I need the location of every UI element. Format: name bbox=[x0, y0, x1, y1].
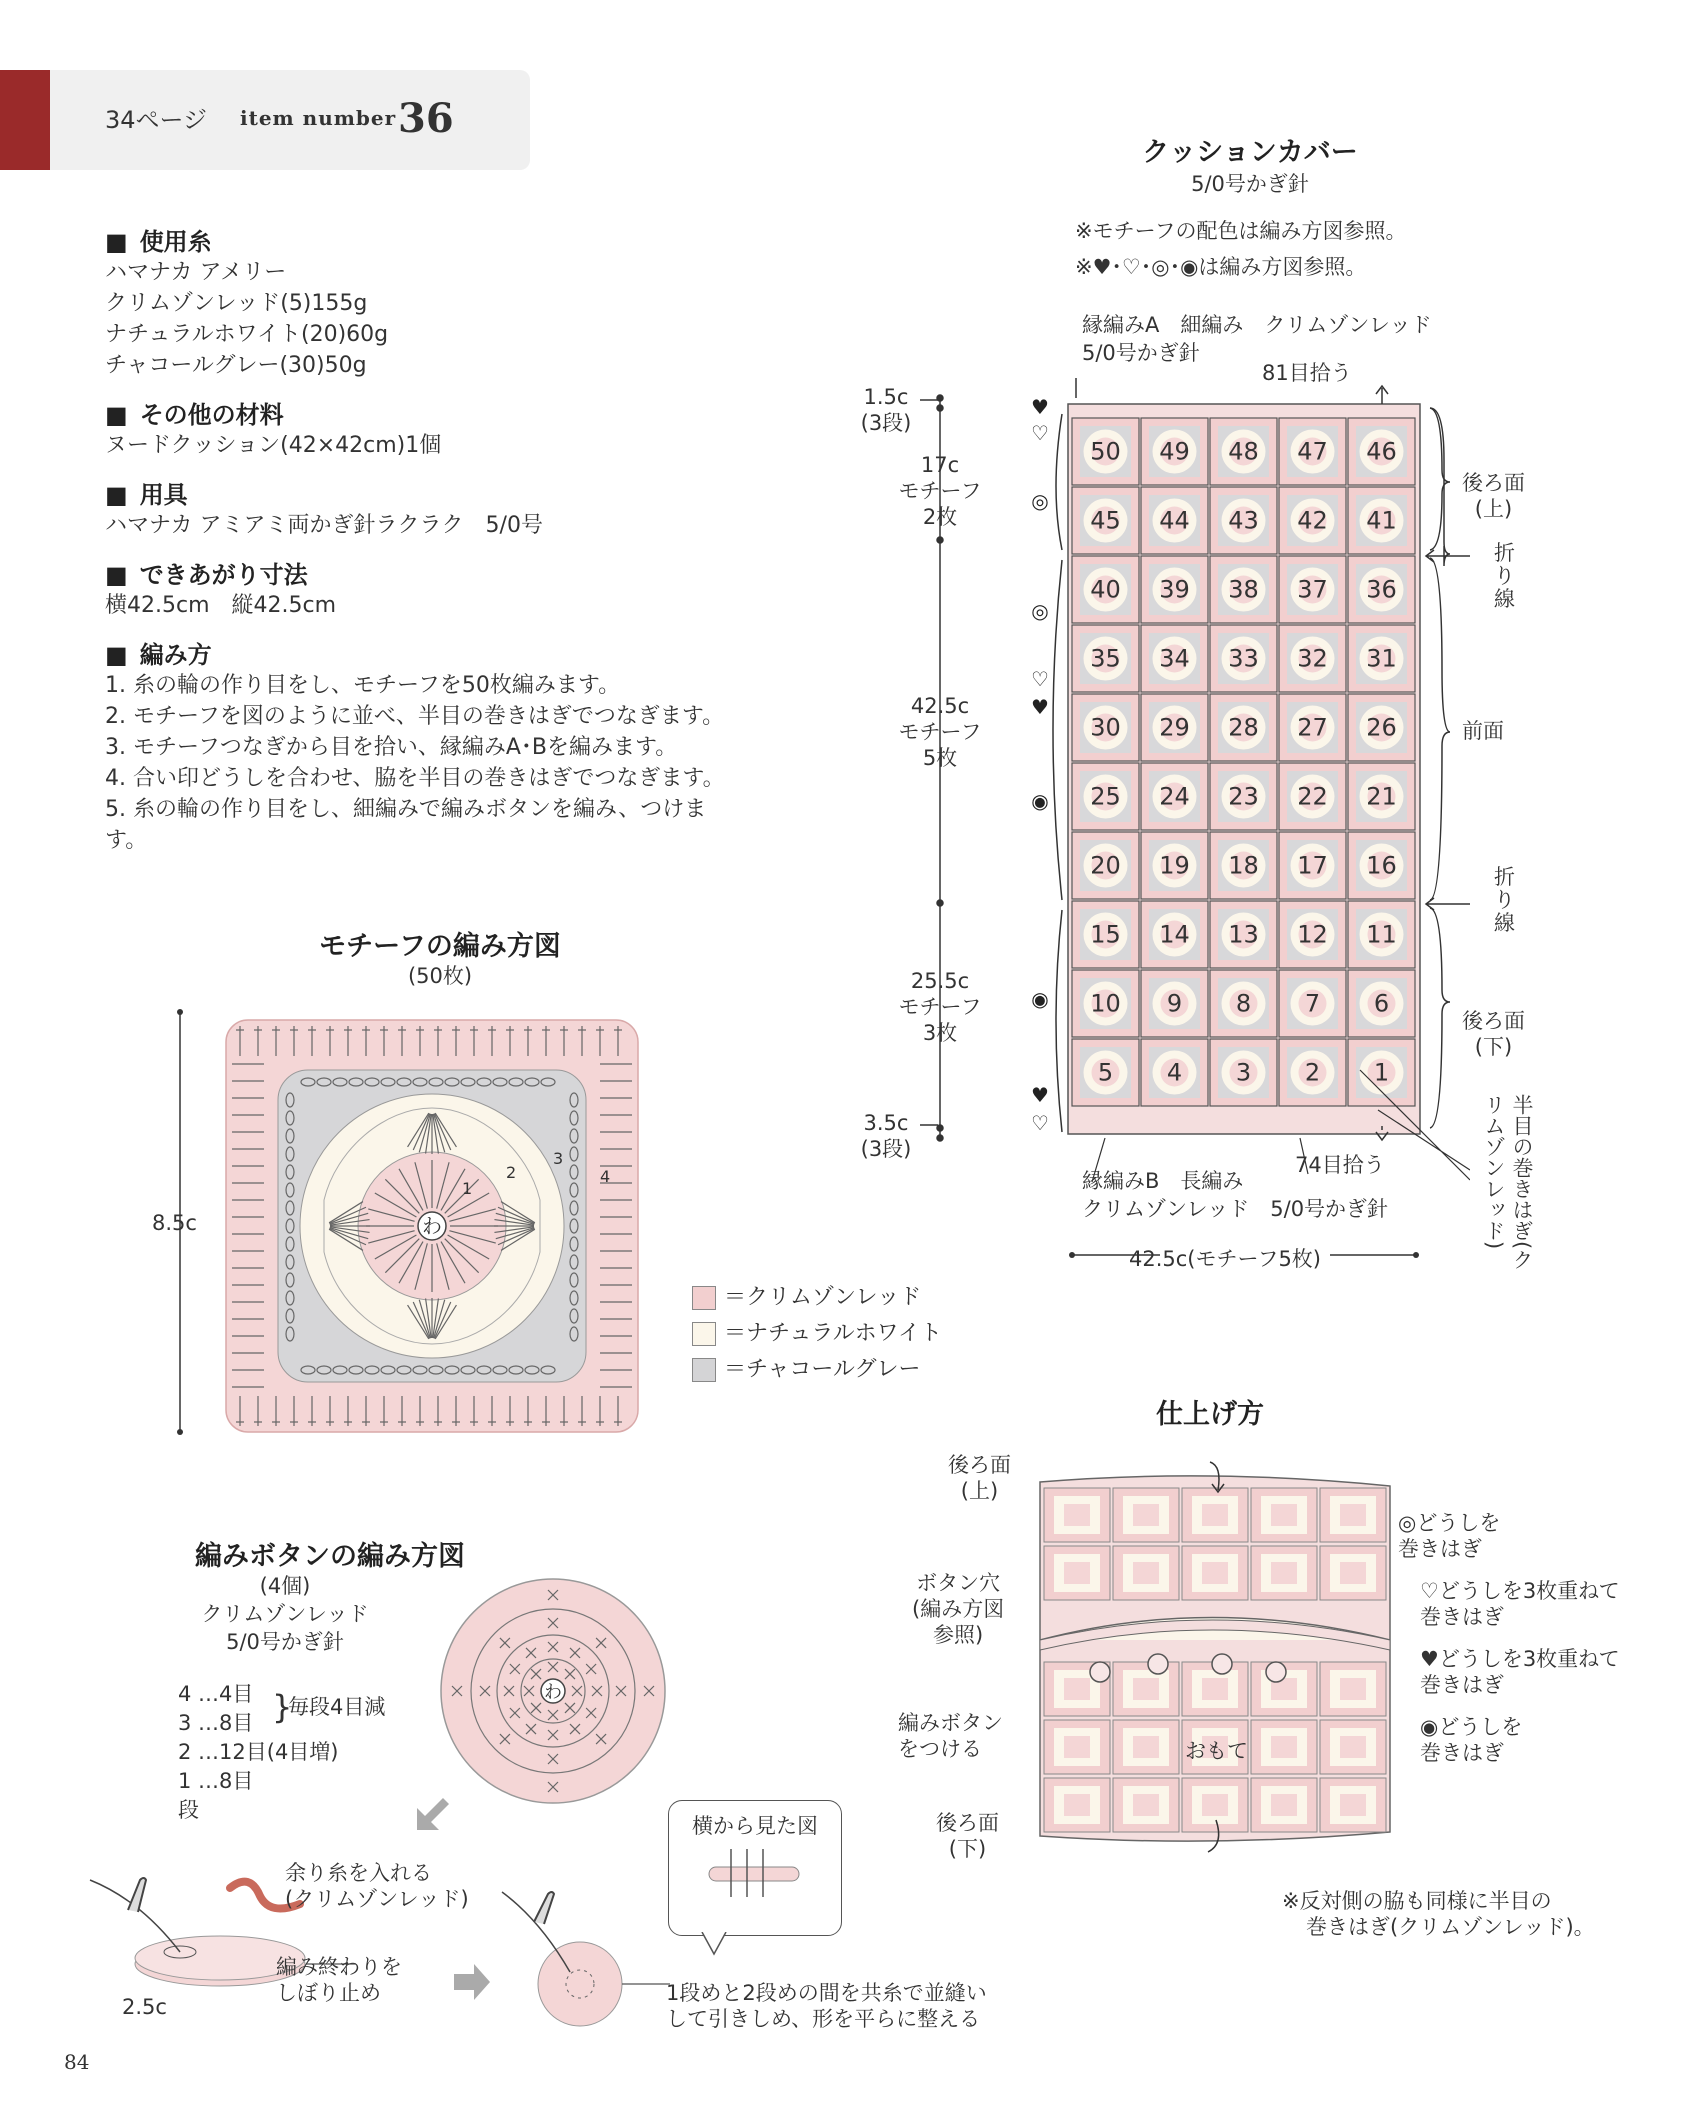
seam-mark-icon: ◎ bbox=[1031, 599, 1049, 623]
motif-number: 5 bbox=[1097, 1058, 1114, 1087]
motif-number: 22 bbox=[1297, 782, 1328, 811]
button-color: クリムゾンレッド bbox=[201, 1602, 369, 1626]
motif-cell bbox=[1141, 763, 1208, 830]
motif-number: 37 bbox=[1297, 575, 1328, 604]
motif-cell bbox=[1210, 1039, 1277, 1106]
yarn-line: クリムゾンレッド(5)155g bbox=[105, 291, 368, 316]
motif-number: 24 bbox=[1159, 782, 1190, 811]
motif-cell bbox=[1210, 625, 1277, 692]
cushion-title: クッションカバー bbox=[1142, 137, 1358, 168]
finish-note-text: ※反対側の脇も同様に半目の bbox=[1282, 1889, 1552, 1913]
edge-b-sub: クリムゾンレッド 5/0号かぎ針 bbox=[1082, 1197, 1389, 1221]
back-bottom-label bbox=[1462, 1008, 1525, 1060]
dim-17-motif: モチーフ bbox=[898, 479, 982, 503]
seam-note bbox=[1398, 1510, 1500, 1562]
motif-number: 16 bbox=[1366, 851, 1397, 880]
dim-17-value: 17c bbox=[920, 453, 960, 477]
motif-cell bbox=[1210, 832, 1277, 899]
motif-cell bbox=[1279, 901, 1346, 968]
dim-25-count: 3枚 bbox=[922, 1021, 958, 1045]
size-heading: ■ できあがり寸法 bbox=[105, 555, 745, 590]
tools-line: ハマナカ アミアミ両かぎ針ラクラク 5/0号 bbox=[105, 513, 543, 538]
motif-cell bbox=[1279, 418, 1346, 485]
motif-cell bbox=[1279, 625, 1346, 692]
motif-number: 4 bbox=[1166, 1058, 1183, 1087]
motif-number: 27 bbox=[1297, 713, 1328, 742]
cushion-note-color: ※モチーフの配色は編み方図参照。 bbox=[1075, 219, 1407, 243]
motif-number: 42 bbox=[1297, 506, 1328, 535]
motif-number: 38 bbox=[1228, 575, 1259, 604]
motif-cell bbox=[1348, 418, 1415, 485]
dim-top bbox=[856, 384, 916, 436]
button-row: 段 bbox=[178, 1798, 199, 1822]
motif-number: 23 bbox=[1228, 782, 1259, 811]
button-title: 編みボタンの編み方図 bbox=[195, 1541, 465, 1572]
gather-text: 編み終わりを bbox=[276, 1955, 402, 1979]
motif-cell bbox=[1072, 763, 1139, 830]
buttonhole-text: ボタン穴 bbox=[916, 1571, 1001, 1595]
edge-a-hook: 5/0号かぎ針 bbox=[1082, 341, 1200, 365]
motif-cell bbox=[1141, 832, 1208, 899]
page-number: 84 bbox=[64, 2050, 90, 2074]
right-arrow-icon bbox=[450, 1960, 494, 2004]
seam-note-text: ◎どうしを bbox=[1398, 1511, 1501, 1535]
motif-number: 43 bbox=[1228, 506, 1259, 535]
seam-note-sub: 巻きはぎ bbox=[1420, 1605, 1504, 1629]
seam-note-text: ♡どうしを3枚重ねて bbox=[1420, 1579, 1620, 1603]
color-legend bbox=[692, 1280, 942, 1388]
side-view-title: 横から見た図 bbox=[692, 1814, 818, 1838]
callout-pointer bbox=[700, 1932, 730, 1962]
yarn-heading: ■ 使用糸 bbox=[105, 222, 745, 257]
other-line: ヌードクッション(42×42cm)1個 bbox=[105, 433, 442, 458]
round-number: 4 bbox=[600, 1167, 611, 1186]
motif-cell bbox=[1072, 625, 1139, 692]
buttonhole-label bbox=[912, 1570, 1004, 1648]
button-row: 2 …12目(4目増) bbox=[178, 1740, 339, 1764]
motif-number: 1 bbox=[1373, 1058, 1390, 1087]
motif-cell bbox=[1348, 625, 1415, 692]
motif-size-label: 8.5c bbox=[152, 1211, 197, 1235]
motif-cell bbox=[1348, 1039, 1415, 1106]
other-heading: ■ その他の材料 bbox=[105, 395, 745, 430]
seam-note-sub: 巻きはぎ bbox=[1420, 1673, 1504, 1697]
motif-number: 47 bbox=[1297, 437, 1328, 466]
legend-swatch bbox=[692, 1322, 716, 1346]
dim-17 bbox=[880, 452, 1000, 530]
button-count: (4個) bbox=[259, 1574, 311, 1598]
finish-back-bottom bbox=[936, 1810, 999, 1862]
finish-back-bottom-sub: (下) bbox=[948, 1837, 987, 1861]
pick-bottom-label: 74目拾う bbox=[1295, 1153, 1385, 1177]
motif-number: 41 bbox=[1366, 506, 1397, 535]
motif-cell bbox=[1210, 418, 1277, 485]
legend-item bbox=[692, 1352, 942, 1388]
motif-number: 12 bbox=[1297, 920, 1328, 949]
front-side-label: おもて bbox=[1185, 1739, 1248, 1763]
motif-number: 49 bbox=[1159, 437, 1190, 466]
dim-25 bbox=[880, 968, 1000, 1046]
motif-cell bbox=[1279, 763, 1346, 830]
motif-cell bbox=[1141, 970, 1208, 1037]
motif-cell bbox=[1210, 487, 1277, 554]
motif-chart bbox=[160, 1000, 650, 1450]
button-center-ring: わ bbox=[544, 1682, 562, 1703]
side-view-box bbox=[668, 1800, 842, 1936]
seam-note-text: ♥どうしを3枚重ねて bbox=[1420, 1647, 1620, 1671]
side-seam-label: 半目の巻きはぎ(クリムゾンレッド) bbox=[1482, 1094, 1534, 1271]
seam-mark-icon: ◎ bbox=[1031, 489, 1049, 513]
motif-cell bbox=[1348, 694, 1415, 761]
dim-top-value: 1.5c bbox=[863, 385, 909, 409]
legend-item bbox=[692, 1316, 942, 1352]
motif-cell bbox=[1210, 901, 1277, 968]
front-label: 前面 bbox=[1462, 719, 1504, 743]
motif-center-ring: わ bbox=[422, 1214, 442, 1238]
motif-cell bbox=[1141, 418, 1208, 485]
legend-label: ＝ナチュラルホワイト bbox=[724, 1321, 943, 1346]
seam-note-sub: 巻きはぎ bbox=[1398, 1537, 1482, 1561]
dim-42 bbox=[880, 693, 1000, 771]
finish-back-bottom-text: 後ろ面 bbox=[936, 1811, 999, 1835]
dim-42-value: 42.5c bbox=[910, 694, 970, 718]
back-top-sub: (上) bbox=[1474, 497, 1513, 521]
seam-mark-icon: ♥ bbox=[1031, 395, 1049, 419]
seam-note bbox=[1420, 1714, 1522, 1766]
seam-mark-icon: ♥ bbox=[1031, 1083, 1049, 1107]
tools-heading: ■ 用具 bbox=[105, 475, 745, 510]
leftover-yarn-sub: (クリムゾンレッド) bbox=[285, 1887, 469, 1911]
motif-number: 3 bbox=[1235, 1058, 1252, 1087]
motif-cell bbox=[1210, 694, 1277, 761]
motif-cell bbox=[1348, 970, 1415, 1037]
back-bottom-sub: (下) bbox=[1474, 1035, 1513, 1059]
legend-label: ＝チャコールグレー bbox=[724, 1357, 921, 1382]
round-number: 2 bbox=[506, 1163, 517, 1182]
finish-note-sub: 巻きはぎ(クリムゾンレッド)。 bbox=[1306, 1915, 1595, 1939]
motif-number: 46 bbox=[1366, 437, 1397, 466]
button-diameter: 2.5c bbox=[122, 1995, 167, 2019]
method-step: 2. モチーフを図のように並べ、半目の巻きはぎでつなぎます。 bbox=[105, 704, 725, 729]
item-label: item number bbox=[240, 106, 397, 130]
button-hook: 5/0号かぎ針 bbox=[226, 1630, 344, 1654]
motif-number: 8 bbox=[1235, 989, 1252, 1018]
seam-mark-icon: ♡ bbox=[1031, 667, 1049, 691]
motif-number: 21 bbox=[1366, 782, 1397, 811]
motif-number: 35 bbox=[1090, 644, 1121, 673]
round-number: 3 bbox=[553, 1149, 564, 1168]
motif-cell bbox=[1348, 763, 1415, 830]
seam-note-text: ◉どうしを bbox=[1420, 1715, 1523, 1739]
motif-number: 7 bbox=[1304, 989, 1321, 1018]
motif-number: 45 bbox=[1090, 506, 1121, 535]
seam-mark-icon: ◉ bbox=[1031, 987, 1049, 1011]
item-number: 36 bbox=[398, 95, 454, 142]
motif-number: 18 bbox=[1228, 851, 1259, 880]
legend-label: ＝クリムゾンレッド bbox=[724, 1285, 922, 1310]
size-line: 横42.5cm 縦42.5cm bbox=[105, 593, 337, 618]
brace-icon: } bbox=[272, 1688, 293, 1726]
final-step-label bbox=[666, 1980, 987, 2032]
motif-number: 13 bbox=[1228, 920, 1259, 949]
motif-number: 33 bbox=[1228, 644, 1259, 673]
motif-title: モチーフの編み方図 bbox=[319, 931, 561, 962]
seam-mark-icon: ♥ bbox=[1031, 695, 1049, 719]
attach-button-label bbox=[898, 1710, 1003, 1762]
yarn-line: ナチュラルホワイト(20)60g bbox=[105, 322, 389, 347]
motif-cell bbox=[1141, 625, 1208, 692]
motif-number: 32 bbox=[1297, 644, 1328, 673]
finish-back-top bbox=[948, 1452, 1011, 1504]
dim-42-motif: モチーフ bbox=[898, 720, 982, 744]
motif-cell bbox=[1279, 970, 1346, 1037]
back-top-label bbox=[1462, 470, 1525, 522]
side-view-illustration bbox=[669, 1839, 839, 1919]
motif-cell bbox=[1141, 901, 1208, 968]
button-row: 3 …8目 bbox=[178, 1711, 254, 1735]
attached-button bbox=[1212, 1654, 1232, 1674]
back-bottom-text: 後ろ面 bbox=[1462, 1009, 1525, 1033]
attached-button bbox=[1090, 1662, 1110, 1682]
finish-note bbox=[1282, 1888, 1595, 1940]
motif-number: 25 bbox=[1090, 782, 1121, 811]
motif-number: 31 bbox=[1366, 644, 1397, 673]
seam-note bbox=[1420, 1578, 1620, 1630]
motif-number: 36 bbox=[1366, 575, 1397, 604]
method-step: 4. 合い印どうしを合わせ、脇を半目の巻きはぎでつなぎます。 bbox=[105, 766, 725, 791]
motif-number: 50 bbox=[1090, 437, 1121, 466]
dim-25-motif: モチーフ bbox=[898, 995, 982, 1019]
yarn-line: ハマナカ アメリー bbox=[105, 260, 287, 285]
dim-bottom-rows: (3段) bbox=[860, 1137, 912, 1161]
motif-cell bbox=[1279, 487, 1346, 554]
pick-top-label: 81目拾う bbox=[1262, 361, 1352, 385]
motif-cell bbox=[1072, 1039, 1139, 1106]
motif-number: 14 bbox=[1159, 920, 1190, 949]
down-arrow-icon bbox=[405, 1790, 455, 1840]
motif-cell bbox=[1279, 1039, 1346, 1106]
motif-number: 30 bbox=[1090, 713, 1121, 742]
motif-number: 19 bbox=[1159, 851, 1190, 880]
leftover-yarn-text: 余り糸を入れる bbox=[285, 1861, 432, 1885]
motif-number: 29 bbox=[1159, 713, 1190, 742]
seam-mark-icon: ♡ bbox=[1031, 421, 1049, 445]
dim-bottom bbox=[856, 1110, 916, 1162]
button-flat-illustration bbox=[500, 1880, 680, 2040]
motif-cell bbox=[1210, 556, 1277, 623]
method-step: 1. 糸の輪の作り目をし、モチーフを50枚編みます。 bbox=[105, 673, 621, 698]
seam-mark-icon: ◉ bbox=[1031, 789, 1049, 813]
finish-title: 仕上げ方 bbox=[1156, 1399, 1264, 1430]
finish-back-top-text: 後ろ面 bbox=[948, 1453, 1011, 1477]
motif-cell bbox=[1072, 970, 1139, 1037]
motif-cell bbox=[1141, 487, 1208, 554]
motif-cell bbox=[1072, 418, 1139, 485]
attach-button-sub: をつける bbox=[898, 1737, 982, 1761]
finish-illustration bbox=[1010, 1460, 1410, 1860]
buttonhole-ref: 参照) bbox=[933, 1623, 984, 1647]
motif-number: 26 bbox=[1366, 713, 1397, 742]
method-step: 3. モチーフつなぎから目を拾い、縁編みA･Bを編みます。 bbox=[105, 735, 678, 760]
legend-item bbox=[692, 1280, 942, 1316]
motif-number: 9 bbox=[1166, 989, 1183, 1018]
motif-cell bbox=[1348, 832, 1415, 899]
motif-number: 6 bbox=[1373, 989, 1390, 1018]
final-step-text: 1段めと2段めの間を共糸で並縫い bbox=[666, 1981, 987, 2005]
gather-label bbox=[276, 1954, 402, 2006]
dim-bottom-value: 3.5c bbox=[863, 1111, 909, 1135]
motif-cell bbox=[1141, 1039, 1208, 1106]
motif-number: 34 bbox=[1159, 644, 1190, 673]
button-row: 4 …4目 bbox=[178, 1682, 254, 1706]
yarn-line: チャコールグレー(30)50g bbox=[105, 353, 367, 378]
edge-a-label: 縁編みA 細編み クリムゾンレッド bbox=[1082, 313, 1432, 337]
motif-cell bbox=[1279, 694, 1346, 761]
attached-button bbox=[1148, 1654, 1168, 1674]
motif-number: 48 bbox=[1228, 437, 1259, 466]
cushion-note-marks: ※♥･♡･◎･◉は編み方図参照。 bbox=[1075, 255, 1367, 279]
motif-cell bbox=[1210, 970, 1277, 1037]
button-row: 1 …8目 bbox=[178, 1769, 254, 1793]
dim-17-count: 2枚 bbox=[922, 505, 958, 529]
gather-sub: しぼり止め bbox=[276, 1981, 381, 2005]
attached-button bbox=[1266, 1662, 1286, 1682]
round-number: 1 bbox=[462, 1179, 473, 1198]
motif-cell bbox=[1072, 901, 1139, 968]
method-step: 5. 糸の輪の作り目をし、細編みで編みボタンを編み、つけます。 bbox=[105, 797, 707, 853]
motif-number: 20 bbox=[1090, 851, 1121, 880]
header-accent bbox=[0, 70, 50, 170]
attach-button-text: 編みボタン bbox=[898, 1711, 1003, 1735]
motif-number: 10 bbox=[1090, 989, 1121, 1018]
dim-42-count: 5枚 bbox=[922, 746, 958, 770]
legend-swatch bbox=[692, 1286, 716, 1310]
fold-line-label-bottom: 折り線 bbox=[1494, 865, 1515, 935]
motif-cell bbox=[1072, 556, 1139, 623]
edge-b-label: 縁編みB 長編み bbox=[1082, 1169, 1244, 1193]
buttonhole-sub: (編み方図 bbox=[912, 1597, 1005, 1621]
decrease-label: 毎段4目減 bbox=[288, 1695, 386, 1719]
motif-number: 17 bbox=[1297, 851, 1328, 880]
seam-note-sub: 巻きはぎ bbox=[1420, 1741, 1504, 1765]
motif-number: 44 bbox=[1159, 506, 1190, 535]
page-reference: 34ページ bbox=[105, 106, 208, 134]
seam-note bbox=[1420, 1646, 1620, 1698]
motif-cell bbox=[1141, 694, 1208, 761]
motif-cell bbox=[1072, 832, 1139, 899]
back-top-text: 後ろ面 bbox=[1462, 471, 1525, 495]
legend-swatch bbox=[692, 1358, 716, 1382]
motif-cell bbox=[1279, 832, 1346, 899]
motif-number: 15 bbox=[1090, 920, 1121, 949]
dim-top-rows: (3段) bbox=[860, 411, 912, 435]
width-label: 42.5c(モチーフ5枚) bbox=[1129, 1247, 1321, 1271]
method-heading: ■ 編み方 bbox=[105, 635, 745, 670]
dim-25-value: 25.5c bbox=[910, 969, 970, 993]
finish-back-top-sub: (上) bbox=[960, 1479, 999, 1503]
motif-cell bbox=[1210, 763, 1277, 830]
motif-number: 39 bbox=[1159, 575, 1190, 604]
motif-cell bbox=[1279, 556, 1346, 623]
button-chart bbox=[428, 1566, 678, 1816]
final-step-sub: して引きしめ、形を平らに整える bbox=[666, 2007, 981, 2031]
seam-mark-icon: ♡ bbox=[1031, 1111, 1049, 1135]
materials-section bbox=[105, 222, 745, 856]
motif-number: 11 bbox=[1366, 920, 1397, 949]
motif-cell bbox=[1072, 694, 1139, 761]
motif-cell bbox=[1348, 556, 1415, 623]
motif-cell bbox=[1348, 487, 1415, 554]
cushion-hook: 5/0号かぎ針 bbox=[1191, 172, 1309, 196]
motif-number: 28 bbox=[1228, 713, 1259, 742]
motif-cell bbox=[1348, 901, 1415, 968]
leftover-yarn-label bbox=[285, 1860, 469, 1912]
motif-number: 40 bbox=[1090, 575, 1121, 604]
fold-line-label-top: 折り線 bbox=[1494, 541, 1515, 611]
motif-number: 2 bbox=[1304, 1058, 1321, 1087]
motif-count: (50枚) bbox=[407, 964, 473, 988]
motif-cell bbox=[1141, 556, 1208, 623]
motif-cell bbox=[1072, 487, 1139, 554]
